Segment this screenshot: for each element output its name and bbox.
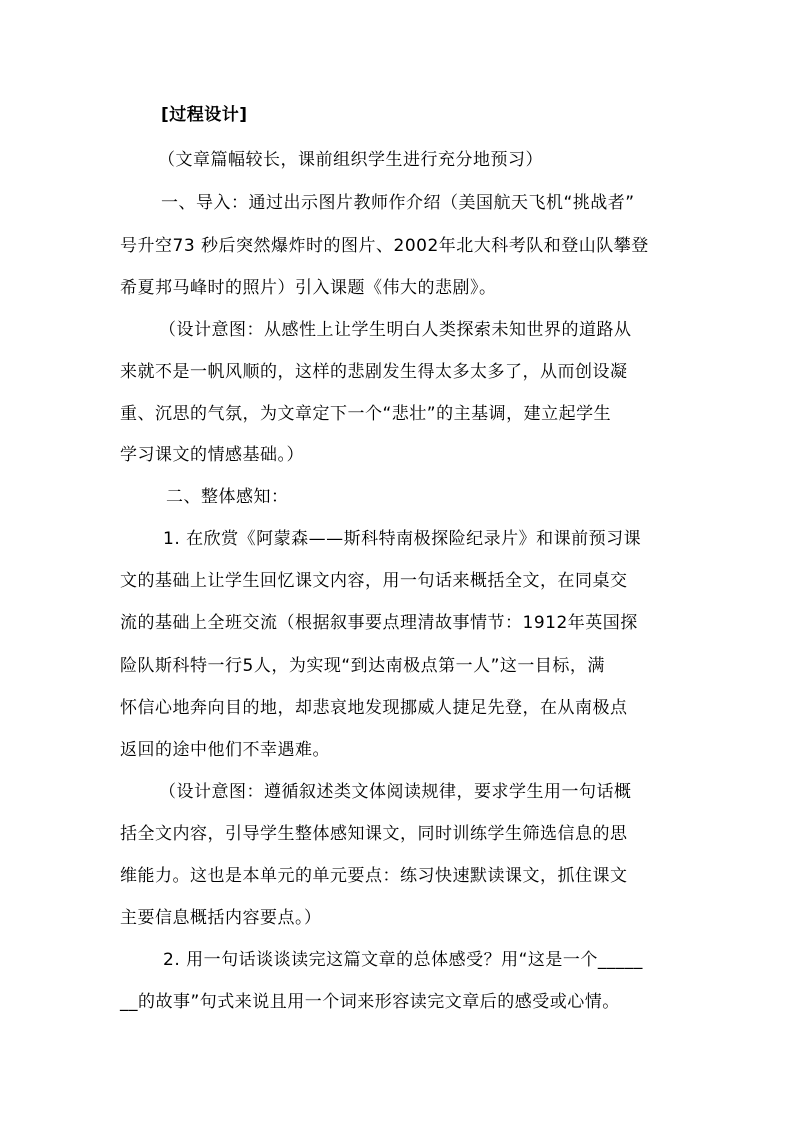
paragraph-line: （文章篇幅较长，课前组织学生进行充分地预习）: [158, 150, 543, 170]
paragraph-line: （设计意图：遵循叙述类文体阅读规律，要求学生用一句话概: [159, 782, 632, 802]
paragraph-line: 括全文内容，引导学生整体感知课文，同时训练学生筛选信息的思: [120, 824, 628, 844]
paragraph-line: 来就不是一帆风顺的，这样的悲剧发生得太多太多了，从而创设凝: [120, 362, 628, 382]
paragraph-line: 险队斯科特一行5人，为实现“到达南极点第一人”这一目标，满: [120, 656, 605, 676]
paragraph-line: 返回的途中他们不幸遇难。: [120, 740, 330, 760]
paragraph-line: 学习课文的情感基础。）: [120, 445, 304, 465]
paragraph-line: 文的基础上让学生回忆课文内容，用一句话来概括全文，在同桌交: [120, 571, 628, 591]
paragraph-line: 希夏邦马峰时的照片）引入课题《伟大的悲剧》。: [120, 278, 497, 298]
paragraph-line: 一、导入：通过出示图片教师作介绍（美国航天飞机“挑战者”: [161, 193, 635, 213]
section-heading: [过程设计]: [161, 105, 248, 125]
paragraph-line: 号升空73 秒后突然爆炸时的图片、2002年北大科考队和登山队攀登: [120, 236, 649, 256]
paragraph-line: 流的基础上全班交流（根据叙事要点理清故事情节：1912年英国探: [120, 613, 638, 633]
paragraph-line: 二、整体感知：: [166, 487, 289, 507]
paragraph-line: __的故事”句式来说且用一个词来形容读完文章后的感受或心情。: [120, 992, 620, 1012]
paragraph-line: 2. 用一句话谈谈读完这篇文章的总体感受？用“这是一个_____: [163, 950, 643, 970]
paragraph-line: 怀信心地奔向目的地，却悲哀地发现挪威人捷足先登，在从南极点: [120, 698, 628, 718]
paragraph-line: 主要信息概括内容要点。）: [120, 908, 322, 928]
paragraph-line: 维能力。这也是本单元的单元要点：练习快速默读课文，抓住课文: [120, 866, 628, 886]
paragraph-line: 重、沉思的气氛，为文章定下一个“悲壮”的主基调，建立起学生: [120, 404, 612, 424]
paragraph-line: （设计意图：从感性上让学生明白人类探索未知世界的道路从: [159, 320, 632, 340]
paragraph-line: 1. 在欣赏《阿蒙森——斯科特南极探险纪录片》和课前预习课: [163, 529, 642, 549]
